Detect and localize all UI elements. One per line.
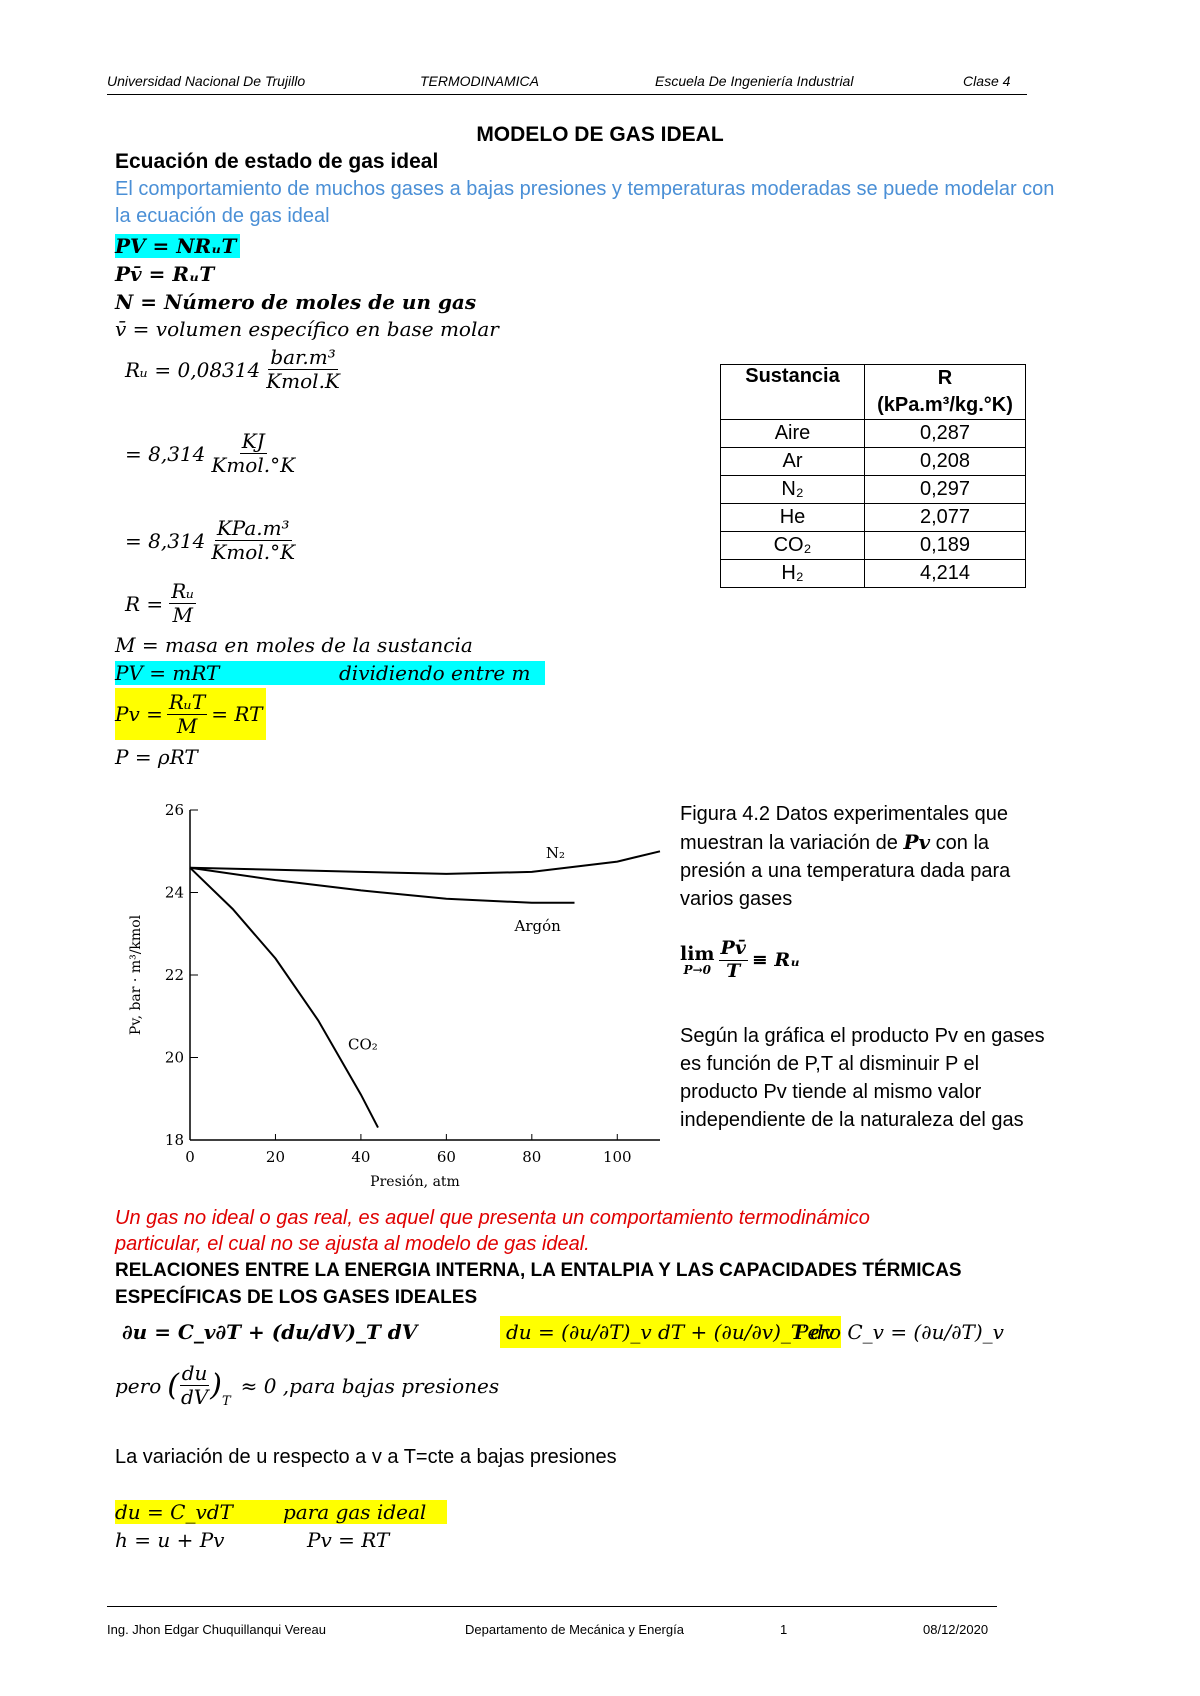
y-tick-label: 18 (164, 1131, 184, 1149)
variation-text: La variación de u respecto a v a T=cte a bajas presiones (115, 1446, 617, 1468)
eq-pero-approx: pero ( $\frac{du}{dV}$ ) T ≈ 0 ,para bajas presiones (115, 1361, 500, 1409)
eq-ru-kpa: = 8,314 $\frac{\text{KPa.m³}}{\text{Kmol.°K}}$ (125, 516, 296, 564)
eq-pv-nrut: PV = NRᵤT (115, 234, 240, 258)
x-tick-label: 100 (602, 1148, 632, 1166)
eq-vbar-definition: v̄ = volumen específico en base molar (115, 317, 499, 341)
eq-n-definition: N = Número de moles de un gas (115, 290, 477, 314)
ru-lhs: Rᵤ = 0,08314 (125, 357, 261, 382)
ru-fraction-2: $\frac{KJ}{\text{Kmol.°K}}$ (211, 429, 296, 477)
x-tick-label: 40 (351, 1148, 371, 1166)
eq-pvbar-rut: Pv̄ = RᵤT (115, 262, 215, 286)
eq-du-partial: ∂u = C_v∂T + (du/dV)_T dV (122, 1320, 418, 1344)
eq-du-total: du = (∂u/∂T)_v dT + (∂u/∂v)_T dv (500, 1316, 841, 1348)
eq-pv-mrt: PV = mRT dividiendo entre m (115, 661, 545, 685)
x-tick-label: 0 (185, 1148, 195, 1166)
series-line-2 (190, 868, 378, 1128)
ru-fraction-1: $\frac{\text{bar.m³}}{\text{Kmol.K}}$ (266, 345, 340, 393)
ru-fraction-3: $\frac{\text{KPa.m³}}{\text{Kmol.°K}}$ (211, 516, 296, 564)
section-heading-ideal-gas: Ecuación de estado de gas ideal (115, 150, 439, 173)
x-tick-label: 80 (522, 1148, 542, 1166)
y-tick-label: 20 (164, 1048, 184, 1067)
table-cell-substance: N₂ (721, 476, 865, 504)
table-header-r: R (kPa.m³/kg.°K) (865, 365, 1026, 420)
figure-note: Según la gráfica el producto Pv en gases es función de P,T al disminuir P el producto Pv tiende al mismo valor independiente de la naturaleza del gas (680, 1025, 1045, 1131)
footer-date: 08/12/2020 (923, 1622, 989, 1637)
x-tick-label: 20 (265, 1148, 286, 1166)
footer-page-number: 1 (780, 1622, 788, 1637)
footer-rule (107, 1606, 997, 1607)
gas-constant-table (720, 364, 1026, 588)
intro-line-2: la ecuación de gas ideal (115, 205, 330, 227)
table-cell-r-value: 0,297 (865, 476, 1026, 504)
real-gas-note-1: Un gas no ideal o gas real, es aquel que presenta un comportamiento termodinámico (115, 1207, 870, 1229)
section-heading-relations-2: ESPECÍFICAS DE LOS GASES IDEALES (115, 1287, 478, 1308)
intro-line-1: El comportamiento de muchos gases a bajas presiones y temperaturas moderadas se puede modelar con (115, 178, 1055, 200)
series-label: N₂ (545, 843, 565, 862)
table-cell-r-value: 0,287 (865, 420, 1026, 448)
table-row (721, 532, 1026, 560)
table-row (721, 420, 1026, 448)
eq-m-definition: M = masa en moles de la sustancia (115, 633, 473, 657)
table-cell-substance: H₂ (721, 560, 865, 588)
eq-pv-rt-yellow: Pv = $\frac{\text{RᵤT}}{M}$ = RT (115, 688, 266, 740)
table-row (721, 448, 1026, 476)
table-cell-r-value: 4,214 (865, 560, 1026, 588)
y-axis-label: Pv, bar · m³/kmol (128, 914, 144, 1036)
eq-r-ru-m: R = $\frac{\text{Rᵤ}}{M}$ (125, 579, 195, 627)
table-row (721, 504, 1026, 532)
table-header-row (721, 365, 1026, 420)
eq-cv-definition: Pero C_v = (∂u/∂T)_v (795, 1320, 1004, 1344)
eq-h-u-pv: h = u + Pv Pv = RT (115, 1528, 390, 1552)
header-university: Universidad Nacional De Trujillo (107, 73, 306, 89)
eq-ru-bar (125, 346, 342, 393)
section-heading-relations-1: RELACIONES ENTRE LA ENERGIA INTERNA, LA ENTALPIA Y LAS CAPACIDADES TÉRMICAS (115, 1260, 962, 1281)
header-rule (107, 94, 1027, 95)
table-cell-substance: Aire (721, 420, 865, 448)
limit-equation: lim P→0 $\frac{Pv̄}{T}$ ≡ Rᵤ (680, 937, 801, 982)
table-cell-r-value: 0,208 (865, 448, 1026, 476)
header-school: Escuela De Ingeniería Industrial (655, 73, 854, 89)
eq-ru-kj: = 8,314 $\frac{KJ}{\text{Kmol.°K}}$ (125, 429, 296, 477)
table-header-substance: Sustancia (721, 365, 865, 420)
table-cell-substance: CO₂ (721, 532, 865, 560)
y-tick-label: 22 (164, 966, 184, 984)
series-label: CO₂ (348, 1035, 378, 1054)
eq-p-rho-rt: P = ρRT (115, 745, 198, 769)
pv-pressure-chart (115, 790, 675, 1210)
footer-author: Ing. Jhon Edgar Chuquillanqui Vereau (107, 1622, 326, 1637)
table-cell-substance: Ar (721, 448, 865, 476)
table-row (721, 476, 1026, 504)
header-course: TERMODINAMICA (420, 73, 539, 89)
series-line-0 (190, 851, 660, 874)
x-tick-label: 60 (436, 1148, 456, 1166)
table-cell-r-value: 2,077 (865, 504, 1026, 532)
series-label: Argón (514, 916, 561, 935)
eq-du-cvdt: du = C_vdT para gas ideal (115, 1500, 447, 1524)
page-title: MODELO DE GAS IDEAL (476, 123, 724, 146)
y-tick-label: 24 (164, 883, 184, 902)
footer-department: Departamento de Mecánica y Energía (465, 1622, 684, 1637)
header-class: Clase 4 (963, 73, 1011, 89)
table-cell-substance: He (721, 504, 865, 532)
table-row (721, 560, 1026, 588)
real-gas-note-2: particular, el cual no se ajusta al modelo de gas ideal. (115, 1233, 590, 1255)
y-tick-label: 26 (164, 801, 184, 819)
figure-caption: Figura 4.2 Datos experimentales que muestran la variación de Pv con la presión a una temperatura dada para varios gases (680, 803, 1011, 910)
table-cell-r-value: 0,189 (865, 532, 1026, 560)
x-axis-label: Presión, atm (370, 1174, 460, 1190)
